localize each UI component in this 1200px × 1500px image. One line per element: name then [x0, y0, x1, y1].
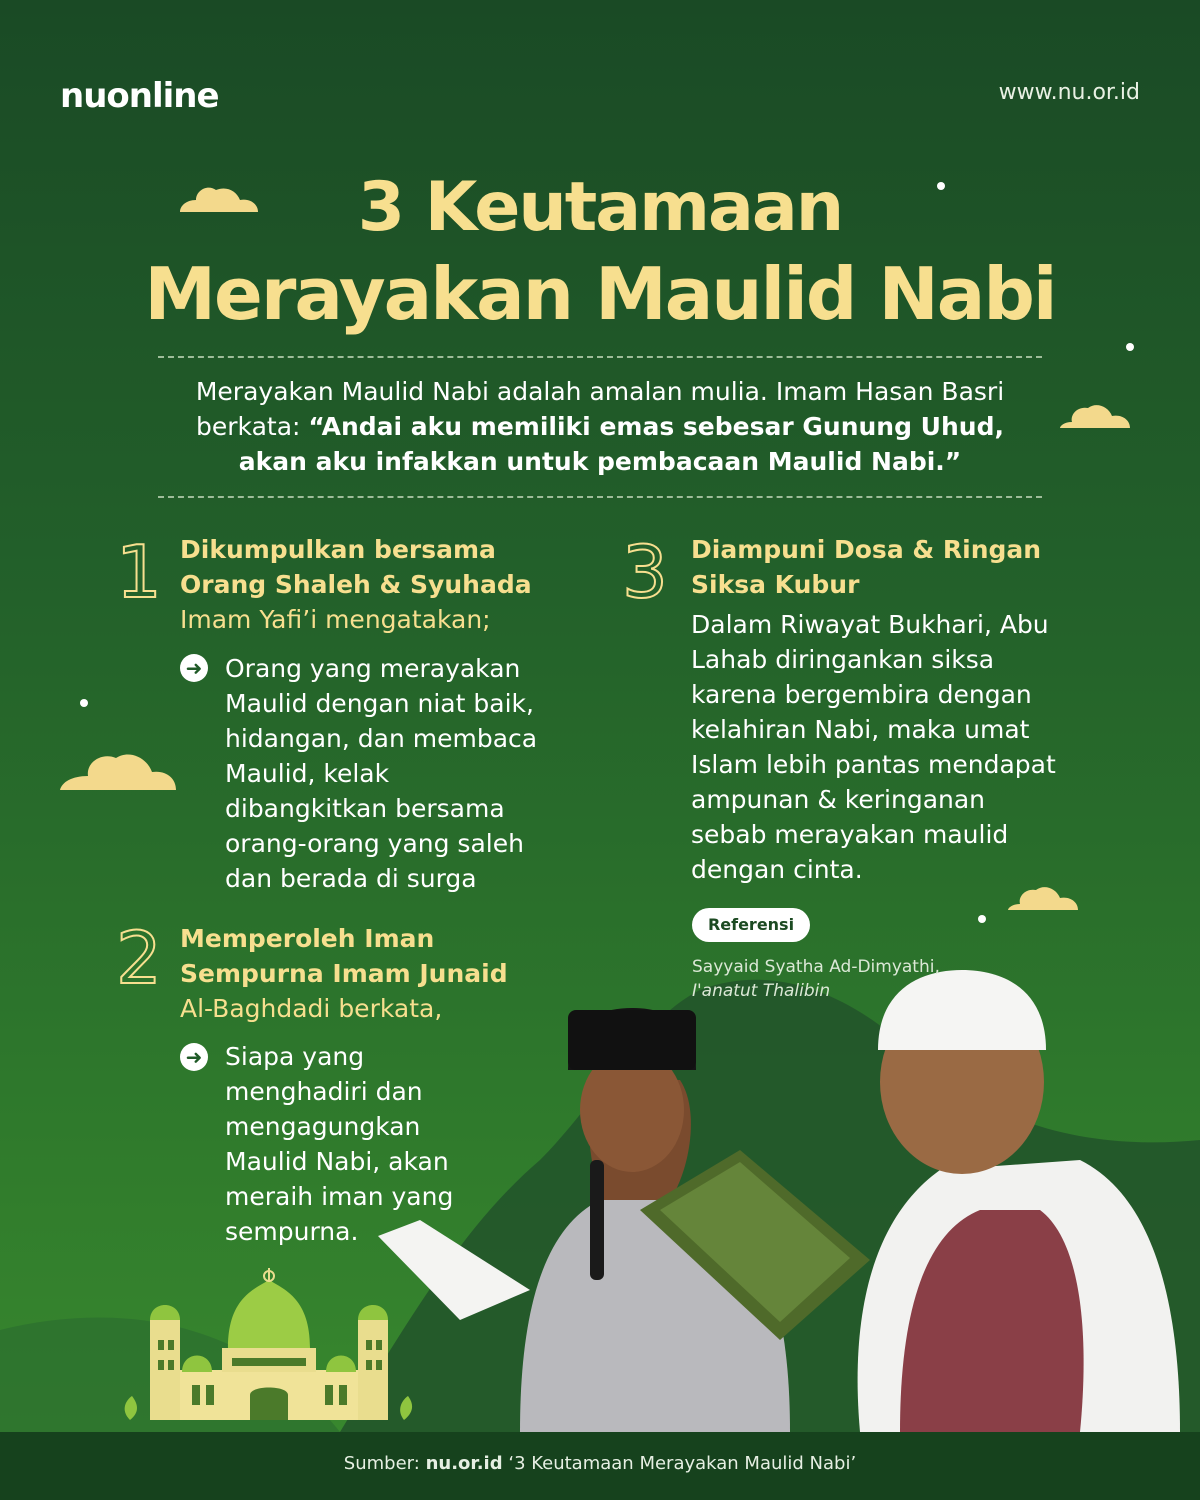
item-3-heading-line2: Siksa Kubur: [691, 570, 860, 599]
divider-bottom: [158, 496, 1042, 498]
item-1-bullet-line: dan berada di surga: [225, 864, 477, 893]
item-1-bullet-line: Maulid dengan niat baik,: [225, 689, 534, 718]
item-3: [691, 532, 1091, 602]
item-1-bullet-line: Orang yang merayakan: [225, 654, 521, 683]
reference-book: I'anatut Thalibin: [692, 981, 831, 1001]
item-3-body-line: karena bergembira dengan: [691, 680, 1032, 709]
website-url: www.nu.or.id: [998, 80, 1140, 105]
nuonline-logo: nuonline: [60, 76, 219, 116]
item-2-bullet-line: mengagungkan: [225, 1112, 421, 1141]
intro-paragraph: [180, 374, 1020, 479]
item-2-bullet-line: sempurna.: [225, 1217, 359, 1246]
reference-author: Sayyaid Syatha Ad-Dimyathi,: [692, 957, 940, 977]
item-3-body: [691, 607, 1111, 887]
item-1-bullet-line: hidangan, dan membaca: [225, 724, 538, 753]
item-2-bullet: [225, 1039, 525, 1249]
page-title-line1: 3 Keutamaan: [357, 168, 843, 247]
intro-quote: “Andai aku memiliki emas sebesar Gunung Uhud, akan aku infakkan untuk pembacaan Maulid Nabi.”: [238, 412, 1004, 476]
item-3-body-line: dengan cinta.: [691, 855, 863, 884]
item-1-bullet-line: orang-orang yang saleh: [225, 829, 524, 858]
item-2-bullet-line: Siapa yang: [225, 1042, 365, 1071]
item-3-body-line: Lahab diringankan siksa: [691, 645, 995, 674]
footer-source: [0, 1432, 1200, 1500]
item-1-heading-line2: Orang Shaleh & Syuhada: [180, 570, 532, 599]
item-3-body-line: Islam lebih pantas mendapat: [691, 750, 1056, 779]
item-2: [180, 921, 580, 1026]
item-1-bullet: [225, 651, 565, 896]
item-2-source: Al-Baghdadi berkata,: [180, 994, 443, 1023]
mosque-icon: [125, 1268, 412, 1420]
item-2-heading-line2: Sempurna Imam Junaid: [180, 959, 508, 988]
arrow-right-icon: ➜: [180, 654, 208, 682]
item-2-bullet-line: meraih iman yang: [225, 1182, 454, 1211]
item-2-bullet-line: menghadiri dan: [225, 1077, 423, 1106]
item-3-body-line: ampunan & keringanan: [691, 785, 986, 814]
item-1-bullet-line: Maulid, kelak: [225, 759, 390, 788]
item-number-1: 1: [116, 530, 162, 614]
intro-plain: Merayakan Maulid Nabi adalah amalan mulia. Imam Hasan Basri berkata:: [195, 377, 1005, 441]
footer-prefix: Sumber:: [343, 1453, 420, 1474]
item-3-body-line: Dalam Riwayat Bukhari, Abu: [691, 610, 1049, 639]
item-2-heading-line1: Memperoleh Iman: [180, 924, 435, 953]
item-3-body-line: sebab merayakan maulid: [691, 820, 1009, 849]
reference-badge: Referensi: [692, 908, 810, 942]
page-title-line2: Merayakan Maulid Nabi: [144, 252, 1056, 336]
footer-title: ‘3 Keutamaan Merayakan Maulid Nabi’: [508, 1453, 857, 1474]
reference-text: [692, 955, 940, 1003]
item-number-2: 2: [116, 916, 162, 1000]
item-1-heading-line1: Dikumpulkan bersama: [180, 535, 496, 564]
divider-top: [158, 356, 1042, 358]
footer-site: nu.or.id: [425, 1453, 503, 1474]
item-1-bullet-line: dibangkitkan bersama: [225, 794, 505, 823]
item-3-body-line: kelahiran Nabi, maka umat: [691, 715, 1030, 744]
item-3-heading-line1: Diampuni Dosa & Ringan: [691, 535, 1042, 564]
item-1-source: Imam Yafi’i mengatakan;: [180, 605, 491, 634]
item-number-3: 3: [622, 530, 668, 614]
item-1: [180, 532, 580, 637]
arrow-right-icon: ➜: [180, 1043, 208, 1071]
item-2-bullet-line: Maulid Nabi, akan: [225, 1147, 449, 1176]
